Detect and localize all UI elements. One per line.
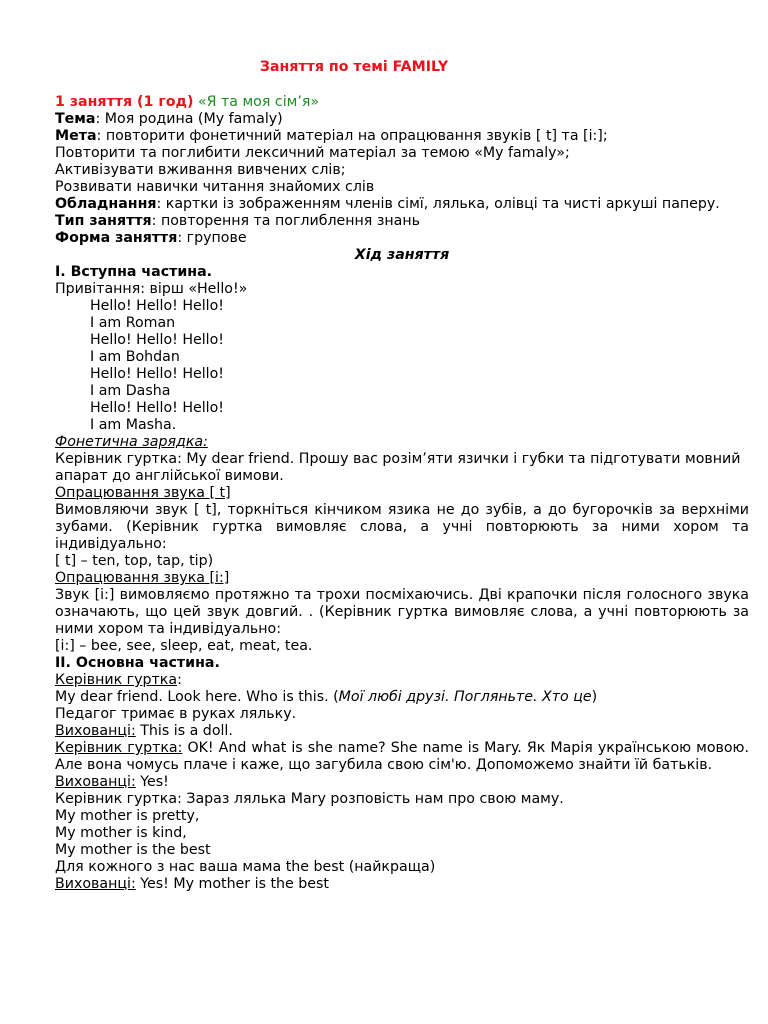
goal-label: Мета	[55, 128, 97, 144]
dialogue-line-4: Для кожного з нас ваша мама the best (найкраща)	[55, 859, 436, 875]
sound-i-text: Звук [i:] вимовляємо протяжно та трохи посміхаючись. Дві крапочки після голосного звука означають, що цей звук довгий. . (Керівник гуртка вимовляє слова, а учні повторюють за ними хором та індивідуально:	[55, 587, 749, 637]
part2-heading: ІІ. Основна частина.	[55, 655, 220, 671]
goal-text: : повторити фонетичний матеріал на опрацювання звуків [ t] та [i:];	[96, 128, 608, 144]
lesson-line	[55, 94, 749, 111]
equipment-line	[55, 196, 749, 213]
goal-line-2: Повторити та поглибити лексичний матеріал за темою «My famaly»;	[55, 145, 570, 161]
sound-i-label: Опрацювання звука [i:]	[55, 570, 230, 586]
sound-t-text: Вимовляючи звук [ t], торкніться кінчиком язика не до зубів, а до бугорочків за верхніми зубами. (Керівник гуртка вимовляє слова, а учні повторюють за ними хором та індивідуально:	[55, 502, 749, 552]
poem-line: I am Dasha	[90, 383, 171, 399]
greeting-line: Привітання: вірш «Hello!»	[55, 281, 248, 297]
warmup-label: Фонетична зарядка:	[55, 434, 208, 450]
equipment-text: : картки із зображенням членів сімї, лялька, олівці та чисті аркуші паперу.	[156, 196, 720, 212]
form-label: Форма заняття	[55, 230, 178, 246]
poem-line: Hello! Hello! Hello!	[90, 298, 224, 314]
poem-line: I am Roman	[90, 315, 176, 331]
form-line	[55, 230, 749, 247]
topic-label: Тема	[55, 111, 96, 127]
poem-line: I am Masha.	[90, 417, 177, 433]
dialogue-line-2: Педагог тримає в руках ляльку.	[55, 706, 297, 722]
poem-line: Hello! Hello! Hello!	[90, 366, 224, 382]
warmup-text: Керівник гуртка: My dear friend. Прошу вас розім’яти язички і губки та підготувати мовний апарат до англійської вимови.	[55, 451, 741, 484]
part1-heading: І. Вступна частина.	[55, 264, 213, 280]
course-heading: Хід заняття	[354, 247, 450, 263]
goal-line-4: Розвивати навички читання знайомих слів	[55, 179, 375, 195]
topic-text: : Моя родина (My famaly)	[95, 111, 283, 127]
sound-t-words: [ t] – ten, top, tap, tip)	[55, 553, 214, 569]
form-text: : групове	[177, 230, 247, 246]
mother-line: My mother is the best	[55, 842, 211, 858]
goal-line-3: Активізувати вживання вивчених слів;	[55, 162, 346, 178]
poem-line: Hello! Hello! Hello!	[90, 332, 224, 348]
poem-line: I am Bohdan	[90, 349, 180, 365]
document-title: Заняття по темі FAMILY	[259, 59, 449, 75]
goal-line	[55, 128, 749, 145]
type-line	[55, 213, 749, 230]
mother-line: My mother is pretty,	[55, 808, 200, 824]
type-label: Тип заняття	[55, 213, 152, 229]
lesson-name: «Я та моя сім’я»	[197, 94, 320, 110]
document-page	[55, 59, 749, 893]
teacher-line-2: Керівник гуртка: OK! And what is she name? She name is Mary. Як Марія українською мовою. Але вона чомусь плаче і каже, що загубила свою сім'ю. Допоможемо знайти їй батьків.	[55, 740, 749, 773]
sound-t-label: Опрацювання звука [ t]	[55, 485, 231, 501]
dialogue-line-1: My dear friend. Look here. Who is this. (Мої любі друзі. Погляньте. Хто це)	[55, 689, 598, 705]
topic-line	[55, 111, 749, 128]
pupils-line-3: Вихованці: Yes! My mother is the best	[55, 876, 329, 892]
pupils-line-2: Вихованці: Yes!	[55, 774, 169, 790]
mother-line: My mother is kind,	[55, 825, 187, 841]
teacher-label: Керівник гуртка	[55, 672, 178, 688]
pupils-line-1: Вихованці: This is a doll.	[55, 723, 233, 739]
dialogue-line-3: Керівник гуртка: Зараз лялька Mary розповість нам про свою маму.	[55, 791, 564, 807]
type-text: : повторення та поглиблення знань	[151, 213, 420, 229]
lesson-number: 1 заняття (1 год)	[55, 94, 194, 110]
teacher-label-line: Керівник гуртка:	[55, 672, 182, 688]
equipment-label: Обладнання	[55, 196, 157, 212]
sound-i-words: [i:] – bee, see, sleep, eat, meat, tea.	[55, 638, 313, 654]
poem-line: Hello! Hello! Hello!	[90, 400, 224, 416]
